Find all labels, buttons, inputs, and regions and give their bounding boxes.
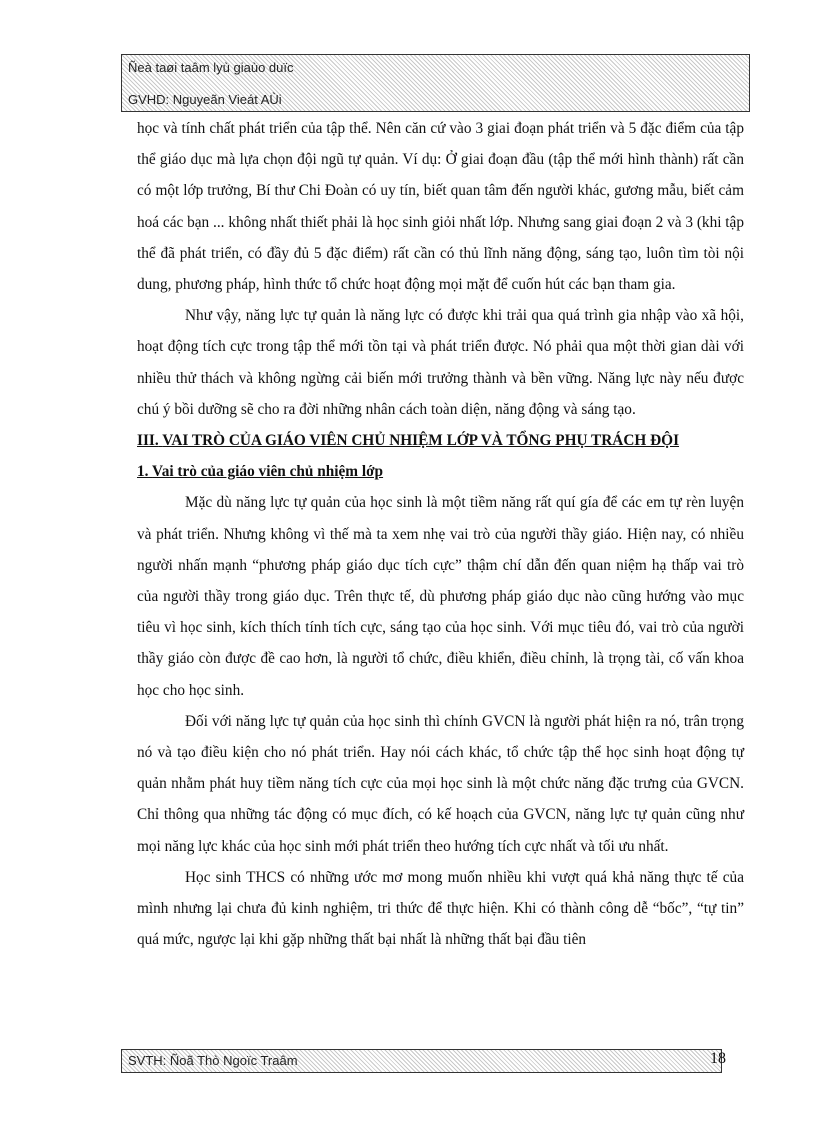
paragraph-2: Như vậy, năng lực tự quản là năng lực có được khi trải qua quá trình gia nhập vào xã hội, hoạt động tích cực trong tập thể mới tồn tại và phát triển được. Nó phải qua một thời gian dài với nhiều thử thách và không ngừng cải biến mới trưởng thành và bền vững. Năng lực này nếu được chú ý bồi dưỡng sẽ cho ra đời những nhân cách toàn diện, năng động và sáng tạo. bbox=[137, 307, 744, 418]
header-title: Ñeà taøi taâm lyù giaùo duïc bbox=[128, 60, 294, 75]
subsection-title: Vai trò của giáo viên chủ nhiệm lớp bbox=[152, 463, 384, 481]
paragraph-3: Mặc dù năng lực tự quản của học sinh là một tiềm năng rất quí gía để các em tự rèn luyện và phát triển. Nhưng không vì thế mà ta xem nhẹ vai trò của người thầy giáo. Hiện nay, có nhiều người nhấn mạnh “phương pháp giáo dục tích cực” thậm chí dẫn đến quan niệm hạ thấp vai trò của người thầy trong giáo dục. Trên thực tế, dù phương pháp giáo dục nào cũng hướng vào mục tiêu vì học sinh, kích thích tính tích cực, sáng tạo của học sinh. Với mục tiêu đó, vai trò của người thầy giáo còn được đề cao hơn, là người tổ chức, điều khiển, điều chỉnh, là trọng tài, cố vấn khoa học cho học sinh. bbox=[137, 494, 744, 699]
section-number: III. bbox=[137, 432, 159, 450]
footer-student: SVTH: Ñoã Thò Ngoïc Traâm bbox=[128, 1053, 298, 1068]
page-header bbox=[121, 54, 750, 112]
page-footer bbox=[121, 1049, 722, 1073]
paragraph-4: Đối với năng lực tự quản của học sinh thì chính GVCN là người phát hiện ra nó, trân trọng nó và tạo điều kiện cho nó phát triển. Hay nói cách khác, tổ chức tập thể học sinh hoạt động tự quản nhằm phát huy tiềm năng tích cực của mọi học sinh là một chức năng đặc trưng của GVCN. Chỉ thông qua những tác động có mục đích, có kế hoạch của GVCN, năng lực tự quản cũng như mọi năng lực khác của học sinh mới phát triển theo hướng tích cực nhất và tối ưu nhất. bbox=[137, 712, 744, 855]
paragraph-1: học và tính chất phát triển của tập thể. Nên căn cứ vào 3 giai đoạn phát triển và 5 đặc điểm của tập thể giáo dục mà lựa chọn đội ngũ tự quản. Ví dụ: Ở giai đoạn đầu (tập thể mới hình thành) rất cần có một lớp trưởng, Bí thư Chi Đoàn có uy tín, biết quan tâm đến người khác, gương mẫu, biết cảm hoá các bạn ... không nhất thiết phải là học sinh giỏi nhất lớp. Nhưng sang giai đoạn 2 và 3 (khi tập thể đã phát triển, có đầy đủ 5 đặc điểm) rất cần có thủ lĩnh năng động, sáng tạo, luôn tìm tòi nội dung, phương pháp, hình thức tổ chức hoạt động mọi mặt để cuốn hút các bạn tham gia. bbox=[137, 120, 744, 294]
document-body bbox=[137, 113, 744, 955]
subsection-number: 1. bbox=[137, 463, 149, 481]
page-number: 18 bbox=[710, 1050, 726, 1067]
paragraph-5: Học sinh THCS có những ước mơ mong muốn nhiều khi vượt quá khả năng thực tế của mình nhưng lại chưa đủ kinh nghiệm, tri thức để thực hiện. Khi có thành công dễ “bốc”, “tự tin” quá mức, ngược lại khi gặp những thất bại nhất là những thất bại đầu tiên bbox=[137, 868, 744, 949]
header-instructor: GVHD: Nguyeãn Vieát AÙi bbox=[128, 92, 282, 107]
section-heading bbox=[137, 425, 744, 456]
section-title: VAI TRÒ CỦA GIÁO VIÊN CHỦ NHIỆM LỚP VÀ TỔNG PHỤ TRÁCH ĐỘI bbox=[162, 432, 680, 450]
subsection-heading bbox=[137, 456, 744, 487]
